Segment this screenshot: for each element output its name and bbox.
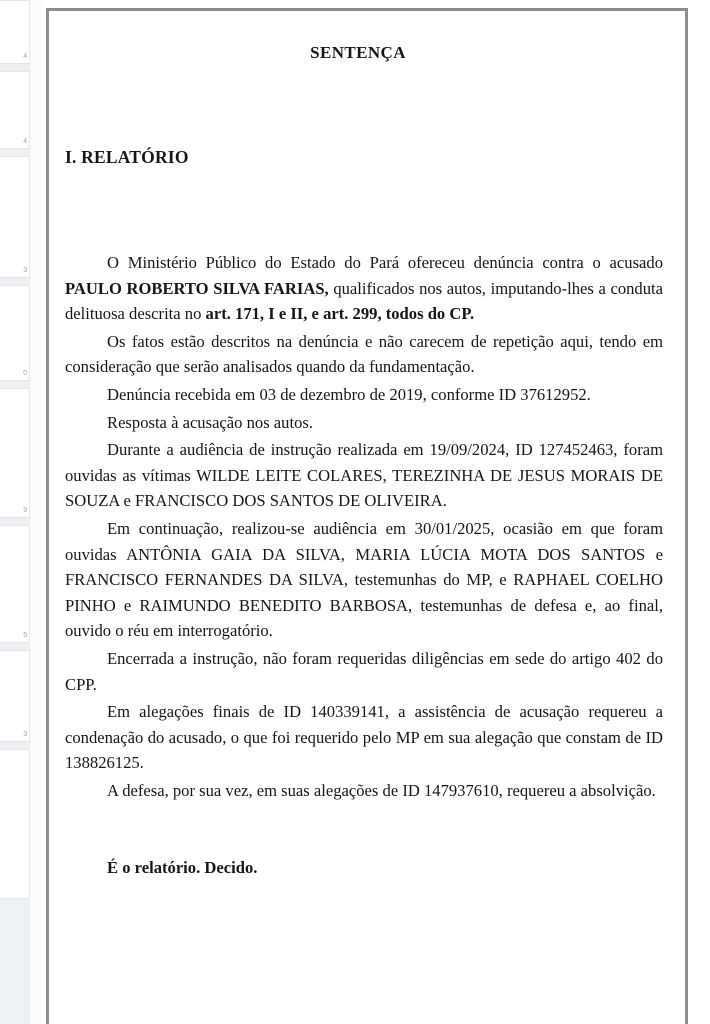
thumbnail-card[interactable]	[0, 285, 30, 381]
thumbnail-page-number: 3	[23, 267, 27, 274]
text-run: Denúncia recebida em 03 de dezembro de 2019, conforme ID 37612952.	[107, 384, 591, 404]
page-content	[49, 11, 685, 881]
text-run: Encerrada a instrução, não foram requeridas diligências em sede do artigo 402 do CPP.	[65, 648, 663, 694]
paragraph	[65, 382, 663, 408]
paragraph	[65, 250, 663, 327]
text-run: Em alegações finais de ID 140339141, a assistência de acusação requereu a condenação do acusado, o que foi requerido pelo MP em sua alegação que constam de ID 138826125.	[65, 702, 663, 773]
thumbnail-card[interactable]	[0, 0, 30, 64]
paragraph	[65, 410, 663, 436]
thumbnail-page-number: 5	[23, 632, 27, 639]
rail-gutter	[30, 0, 46, 1024]
text-run: Em continuação, realizou-se audiência em 30/01/2025, ocasião em que foram ouvidas ANTÔNIA GAIA DA SILVA, MARIA LÚCIA MOTA DOS SANTOS e FRANCISCO FERNANDES DA SILVA, testemunhas do MP, e RAPHAEL COELHO PINHO e RAIMUNDO BENEDITO BARBOSA, testemunhas de defesa e, ao final, ouvido o réu em interrogatório.	[65, 518, 663, 641]
paragraph	[65, 437, 663, 514]
thumbnail-page-number: 0	[23, 370, 27, 377]
paragraph	[65, 329, 663, 380]
paragraph	[65, 646, 663, 697]
thumbnail-card[interactable]	[0, 156, 30, 278]
page-title: SENTENÇA	[310, 43, 406, 62]
closing-statement: É o relatório. Decido.	[107, 858, 258, 878]
text-run: Resposta à acusação nos autos.	[107, 412, 313, 432]
emphasis-run: art. 171, I e II, e art. 299, todos do CP.	[205, 304, 475, 324]
thumbnail-page-number: 4	[23, 138, 27, 145]
thumbnail-page-number: 9	[23, 507, 27, 514]
text-run: Os fatos estão descritos na denúncia e não carecem de repetição aqui, tendo em consideração que serão analisados quando da fundamentação.	[65, 331, 663, 377]
thumbnail-card[interactable]	[0, 525, 30, 643]
paragraph	[65, 699, 663, 776]
paragraph	[65, 778, 663, 804]
emphasis-run: PAULO ROBERTO SILVA FARIAS,	[65, 278, 329, 298]
thumbnail-card[interactable]	[0, 749, 30, 899]
thumbnail-list[interactable]	[0, 0, 30, 899]
section-heading-relatorio: I. RELATÓRIO	[65, 147, 189, 167]
text-run: O Ministério Público do Estado do Pará ofereceu denúncia contra o acusado	[107, 253, 663, 272]
thumbnail-card[interactable]	[0, 388, 30, 518]
thumbnail-page-number: 4	[23, 53, 27, 60]
text-run: A defesa, por sua vez, em suas alegações de ID 147937610, requereu a absolvição.	[107, 780, 656, 800]
thumbnail-rail[interactable]	[0, 0, 30, 1024]
thumbnail-card[interactable]	[0, 650, 30, 742]
paragraph	[65, 516, 663, 644]
document-body	[65, 250, 663, 803]
page-scroll-area[interactable]	[46, 0, 710, 1024]
thumbnail-page-number: 3	[23, 731, 27, 738]
text-run: Durante a audiência de instrução realizada em 19/09/2024, ID 127452463, foram ouvidas as vítimas WILDE LEITE COLARES, TEREZINHA DE JESUS MORAIS DE SOUZA e FRANCISCO DOS SANTOS DE OLIVEIRA.	[65, 440, 663, 511]
document-page	[46, 8, 688, 1024]
thumbnail-card[interactable]	[0, 71, 30, 149]
right-scroll-gutter[interactable]	[693, 0, 710, 1024]
text-run: qualificados nos autos, imputando-lhes a conduta delituosa descrita no	[65, 278, 663, 324]
